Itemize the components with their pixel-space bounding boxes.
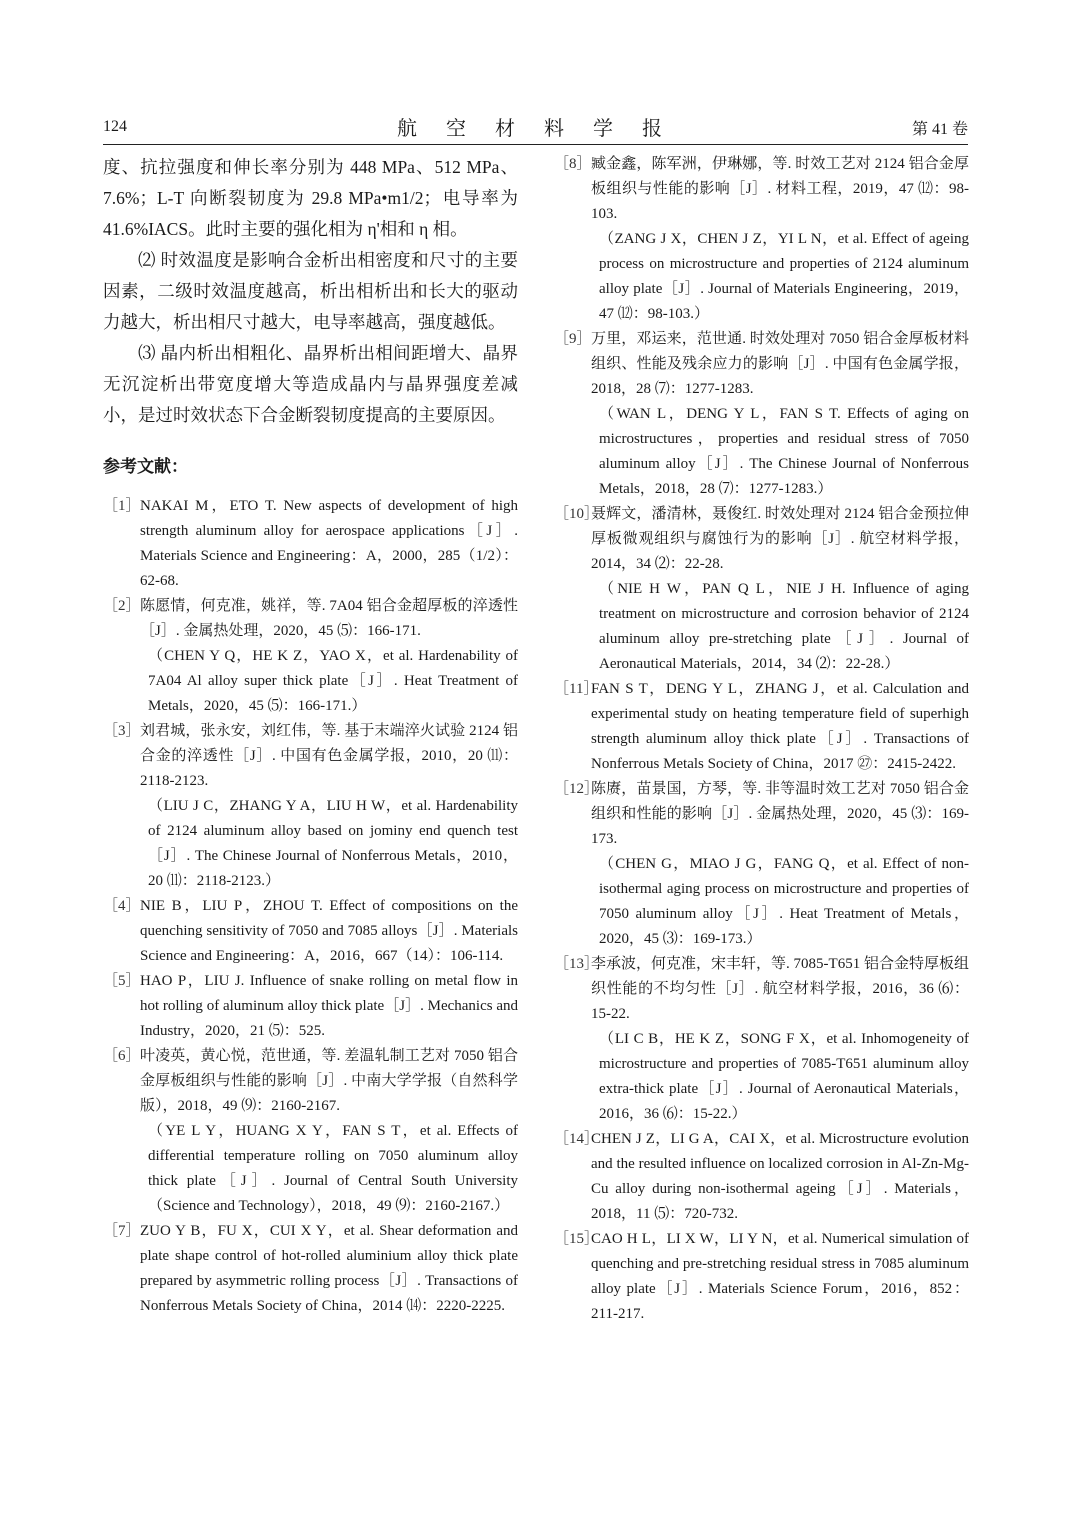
reference-text: CHEN J Z，LI G A，CAI X，et al. Microstructure evolution and the resulted influence on localized corrosion in Al-Zn-Mg-Cu alloy during non-isothermal ageing［J］. Materials，2018，11 ⑸：720-732. — [591, 1131, 969, 1222]
reference-text: 陈赓，苗景国，方琴，等. 非等温时效工艺对 7050 铝合金组织和性能的影响［J］. 金属热处理，2020，45 ⑶：169-173. — [591, 781, 969, 847]
reference-number: ［8］ — [554, 156, 592, 172]
reference-number: ［6］ — [103, 1048, 141, 1064]
reference-text: 刘君城，张永安，刘红伟，等. 基于末端淬火试验 2124 铝合金的淬透性［J］. 中国有色金属学报，2010，20 ⑾：2118-2123. — [140, 723, 518, 789]
reference-item — [554, 1127, 969, 1227]
reference-text: NAKAI M，ETO T. New aspects of development of high strength aluminum alloy for aerospace applications［J］. Materials Science and Engineering：A，2000，285（1/2）：62-68. — [140, 498, 518, 589]
reference-item — [103, 719, 518, 894]
reference-item — [554, 677, 969, 777]
conclusion-paragraph-3: ⑶ 晶内析出相粗化、晶界析出相间距增大、晶界无沉淀析出带宽度增大等造成晶内与晶界强度差减小，是过时效状态下合金断裂韧度提高的主要原因。 — [103, 343, 518, 425]
conclusion-paragraph-1: 度、抗拉强度和伸长率分别为 448 MPa、512 MPa、7.6%；L-T 向断裂韧度为 29.8 MPa•m1/2；电导率为 41.6%IACS。此时主要的强化相为 η'相和 η 相。 — [103, 157, 518, 239]
reference-item — [103, 969, 518, 1044]
reference-english-text: （CHEN Y Q，HE K Z，YAO X，et al. Hardenability of 7A04 Al alloy super thick plate［J］. Heat Treatment of Metals，2020，45 ⑸：166-171.） — [148, 648, 518, 714]
reference-text: NIE B，LIU P，ZHOU T. Effect of compositions on the quenching sensitivity of 7050 and 7085 alloys［J］. Materials Science and Engineering：A，2016，667（14）：106-114. — [140, 898, 518, 964]
reference-item — [103, 1219, 518, 1319]
reference-english-text: （LI C B，HE K Z，SONG F X，et al. Inhomogeneity of microstructure and properties of 7085-T651 aluminum alloy extra-thick plate［J］. Journal of Aeronautical Materials，2016，36 ⑹：15-22.） — [599, 1031, 969, 1122]
reference-text: 聂辉文，潘清林，聂俊红. 时效处理对 2124 铝合金预拉伸厚板微观组织与腐蚀行为的影响［J］. 航空材料学报，2014，34 ⑵：22-28. — [591, 506, 969, 572]
reference-item — [554, 1227, 969, 1327]
reference-english-text: （ZANG J X，CHEN J Z，YI L N，et al. Effect of ageing process on microstructure and properties of 2124 aluminum alloy plate［J］. Journal of Materials Engineering，2019，47 ⑿：98-103.） — [599, 231, 969, 322]
reference-item — [554, 152, 969, 327]
reference-item — [103, 894, 518, 969]
reference-list-left — [103, 494, 518, 1319]
left-column — [103, 152, 518, 1319]
right-column — [554, 152, 969, 1327]
reference-item — [103, 1044, 518, 1219]
reference-number: ［2］ — [103, 598, 141, 614]
reference-english-text: （CHEN G，MIAO J G，FANG Q，et al. Effect of non-isothermal aging process on microstructure and properties of 7050 aluminum alloy［J］. Heat Treatment of Metals，2020，45 ⑶：169-173.） — [599, 856, 969, 947]
reference-number: ［11］ — [554, 681, 599, 697]
reference-number: ［4］ — [103, 898, 141, 914]
reference-number: ［12］ — [554, 781, 600, 797]
reference-english-text: （WAN L，DENG Y L，FAN S T. Effects of aging on microstructures，properties and residual stress of 7050 aluminum alloy［J］. The Chinese Journal of Nonferrous Metals，2018，28 ⑺：1277-1283.） — [599, 406, 969, 497]
reference-text: 万里，邓运来，范世通. 时效处理对 7050 铝合金厚板材料组织、性能及残余应力的影响［J］. 中国有色金属学报，2018，28 ⑺：1277-1283. — [591, 331, 969, 397]
reference-item — [103, 494, 518, 594]
reference-number: ［7］ — [103, 1223, 141, 1239]
reference-english-text: （LIU J C，ZHANG Y A，LIU H W，et al. Hardenability of 2124 aluminum alloy based on jominy end quench test［J］. The Chinese Journal of Nonferrous Metals，2010，20 ⑾：2118-2123.） — [148, 798, 518, 889]
reference-text: CAO H L，LI X W，LI Y N，et al. Numerical simulation of quenching and pre-stretching residual stress in 7085 aluminum alloy plate［J］. Materials Science Forum，2016，852：211-217. — [591, 1231, 969, 1322]
reference-text: FAN S T，DENG Y L，ZHANG J，et al. Calculation and experimental study on heating temperature field of superhigh strength aluminum alloy thick plate［J］. Transactions of Nonferrous Metals Society of China，2017 ㉗：2415-2422. — [591, 681, 969, 772]
reference-item — [554, 502, 969, 677]
reference-text: HAO P，LIU J. Influence of snake rolling on metal flow in hot rolling of aluminum alloy thick plate［J］. Mechanics and Industry，2020，21 ⑸：525. — [140, 973, 518, 1039]
reference-text: ZUO Y B，FU X，CUI X Y，et al. Shear deformation and plate shape control of hot-rolled aluminium alloy thick plate prepared by asymmetric rolling process［J］. Transactions of Nonferrous Metals Society of China，2014 ⒁：2220-2225. — [140, 1223, 518, 1314]
volume-label: 第 41 卷 — [911, 121, 968, 138]
reference-number: ［14］ — [554, 1131, 600, 1147]
reference-english-text: （NIE H W，PAN Q L，NIE J H. Influence of aging treatment on microstructure and corrosion behavior of 2124 aluminum alloy pre-stretching plate［J］. Journal of Aeronautical Materials，2014，34 ⑵：22-28.） — [599, 581, 969, 672]
reference-number: ［13］ — [554, 956, 600, 972]
reference-item — [554, 952, 969, 1127]
page-header — [103, 112, 968, 145]
reference-number: ［9］ — [554, 331, 592, 347]
reference-text: 陈愿情，何克准，姚祥，等. 7A04 铝合金超厚板的淬透性［J］. 金属热处理，2020，45 ⑸：166-171. — [140, 598, 518, 639]
journal-title: 航 空 材 料 学 报 — [397, 118, 674, 140]
reference-item — [554, 777, 969, 952]
reference-text: 臧金鑫，陈军洲，伊琳娜，等. 时效工艺对 2124 铝合金厚板组织与性能的影响［J］. 材料工程，2019，47 ⑿：98-103. — [591, 156, 969, 222]
reference-number: ［15］ — [554, 1231, 600, 1247]
reference-number: ［10］ — [554, 506, 600, 522]
reference-item — [103, 594, 518, 719]
reference-text: 李承波，何克准，宋丰轩，等. 7085-T651 铝合金特厚板组织性能的不均匀性［J］. 航空材料学报，2016，36 ⑹：15-22. — [591, 956, 969, 1022]
reference-number: ［5］ — [103, 973, 141, 989]
conclusion-paragraph-2: ⑵ 时效温度是影响合金析出相密度和尺寸的主要因素，二级时效温度越高，析出相析出和长大的驱动力越大，析出相尺寸越大，电导率越高，强度越低。 — [103, 250, 518, 332]
reference-number: ［1］ — [103, 498, 141, 514]
reference-text: 叶凌英，黄心悦，范世通，等. 差温轧制工艺对 7050 铝合金厚板组织与性能的影响［J］. 中南大学学报（自然科学版），2018，49 ⑼：2160-2167. — [140, 1048, 518, 1114]
references-heading: 参考文献： — [103, 457, 188, 477]
reference-item — [554, 327, 969, 502]
reference-number: ［3］ — [103, 723, 141, 739]
reference-list-right — [554, 152, 969, 1327]
reference-english-text: （YE L Y，HUANG X Y，FAN S T，et al. Effects of differential temperature rolling on 7050 aluminum alloy thick plate［J］. Journal of Central South University（Science and Technology），2018，49 ⑼：2160-2167.） — [148, 1123, 518, 1214]
page-number: 124 — [103, 118, 127, 135]
